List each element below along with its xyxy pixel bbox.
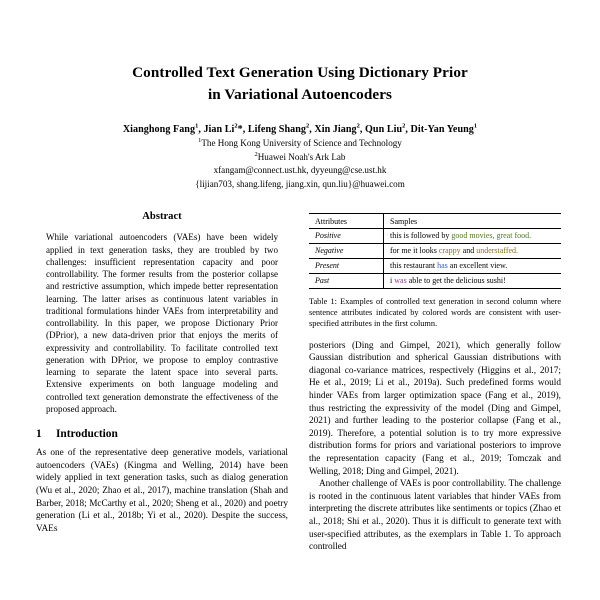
section-number: 1 (36, 428, 42, 441)
email-line-1: xfangam@connect.ust.hk, dyyeung@cse.ust.hk (213, 165, 387, 176)
table-cell-attribute: Past (309, 273, 384, 288)
sample-text-highlighted: was (394, 275, 407, 285)
email-line-2: {lijian703, shang.lifeng, jiang.xin, qun.liu}@huawei.com (195, 178, 405, 189)
table-cell-attribute: Positive (309, 229, 384, 244)
table-row (309, 258, 561, 273)
table-cell-sample (384, 273, 562, 288)
author-list: Xianghong Fang$^1$, Jian Li$^2$*, Lifeng Shang$^2$, Xin Jiang$^2$, Qun Liu$^2$, Dit-Yan Yeung$^1$ (122, 122, 478, 136)
sample-text-plain-mid: and (460, 246, 477, 256)
two-column-body (36, 211, 564, 553)
abstract-heading: Abstract (142, 211, 182, 223)
sample-text-plain: i (390, 275, 395, 285)
table-cell-attribute: Present (309, 258, 384, 273)
left-column (36, 211, 288, 553)
table-cell-sample (384, 258, 562, 273)
sample-text-plain: for me it looks (390, 246, 439, 256)
sample-text-highlighted: has (437, 261, 448, 271)
sample-text-highlighted-2: understaffed. (476, 246, 519, 256)
title-block (36, 0, 564, 191)
right-column (309, 211, 561, 553)
table-cell-attribute: Negative (309, 244, 384, 259)
paper-title-line-2: in Variational Autoencoders (207, 85, 393, 103)
table-row (309, 273, 561, 288)
table-header-row (309, 214, 561, 229)
sample-text-plain-mid: an excellent view. (447, 261, 508, 271)
sample-text-plain: this restaurant (390, 261, 438, 271)
table-row (309, 244, 561, 259)
examples-table (309, 213, 561, 288)
sample-text-highlighted: crappy (438, 246, 461, 256)
right-column-paragraph-1: posteriors (Ding and Gimpel, 2021), which generally follow Gaussian distribution and spherical Gaussian distributions with diagonal co-variance matrices, respectively (Higgins et al., 2017; He et al., 2019; Li et al., 2019a). Such predefined forms would hinder VAEs from larger optimization space (Fang et al., 2019), thus restricting the expressivity of the model (Ding and Gimpel, 2021) and further leading to the posterior collapse (Fang et al., 2019). Therefore, a potential solution is to try more expressive distribution forms for priors and variational posteriors to improve the representation capacity (Fang et al., 2019; Tomczak and Welling, 2018; Ding and Gimpel, 2021). (309, 340, 561, 477)
sample-text-highlighted: good movies, great food. (451, 231, 532, 241)
sample-text-plain-mid: able to get the delicious sushi! (406, 275, 506, 285)
table-cell-sample (384, 229, 562, 244)
affiliation-1: $^1$The Hong Kong University of Science and Technology (198, 137, 402, 149)
paper-title-line-1: Controlled Text Generation Using Dictionary Prior (132, 64, 468, 81)
page-title (36, 62, 564, 105)
table-row (309, 229, 561, 244)
abstract-body: While variational autoencoders (VAEs) have been widely applied in text generation tasks, they are troubled by two challenges: insufficient representation capacity and poor controllability. The former results from the posterior collapse and restrictive assumption, which impede better representation learning. The latter arises as continuous latent variables in traditional formulations hinder VAEs from interpretability and controllability. In this paper, we propose Dictionary Prior (DPrior), a new data-driven prior that enjoys the merits of expressivity and controllability. To facilitate controlled text generation with DPrior, we propose to employ contrastive learning to separate the latent space into several parts. Extensive experiments on both language modeling and controlled text generation demonstrate the effectiveness of the proposed approach. (46, 232, 278, 414)
table-header-attributes: Attributes (309, 214, 384, 229)
section-title: Introduction (56, 428, 118, 441)
introduction-heading (36, 428, 288, 440)
table-header-samples: Samples (384, 214, 562, 229)
sample-text-plain: this is followed by (390, 231, 452, 241)
right-column-paragraph-2: Another challenge of VAEs is poor controllability. The challenge is rooted in the continuous latent variables that hinder VAEs from interpreting the discrete attributes like sentiments or topics (Zhao et al., 2018; Shi et al., 2020). Thus it is difficult to generate text with user-specified attributes, as the exemplars in Table 1. To approach controlled (309, 479, 561, 553)
table-caption: Table 1: Examples of controlled text generation in second column where sentence attributes indicated by colored words are consistent with user-specified attributes in the first column. (309, 296, 561, 328)
table-cell-sample (384, 244, 562, 259)
introduction-paragraph-1: As one of the representative deep generative models, variational autoencoders (VAEs) (Kingma and Welling, 2014) have been widely applied in text generation tasks, such as dialog generation (Wu et al., 2020; Zhao et al., 2017), machine translation (Shah and Barber, 2018; McCarthy et al., 2020; Sheng et al., 2020) and poetry generation (Li et al., 2018b; Yi et al., 2020). Despite the success, VAEs (36, 448, 288, 534)
affiliation-2: $^2$Huawei Noah's Ark Lab (254, 150, 346, 162)
